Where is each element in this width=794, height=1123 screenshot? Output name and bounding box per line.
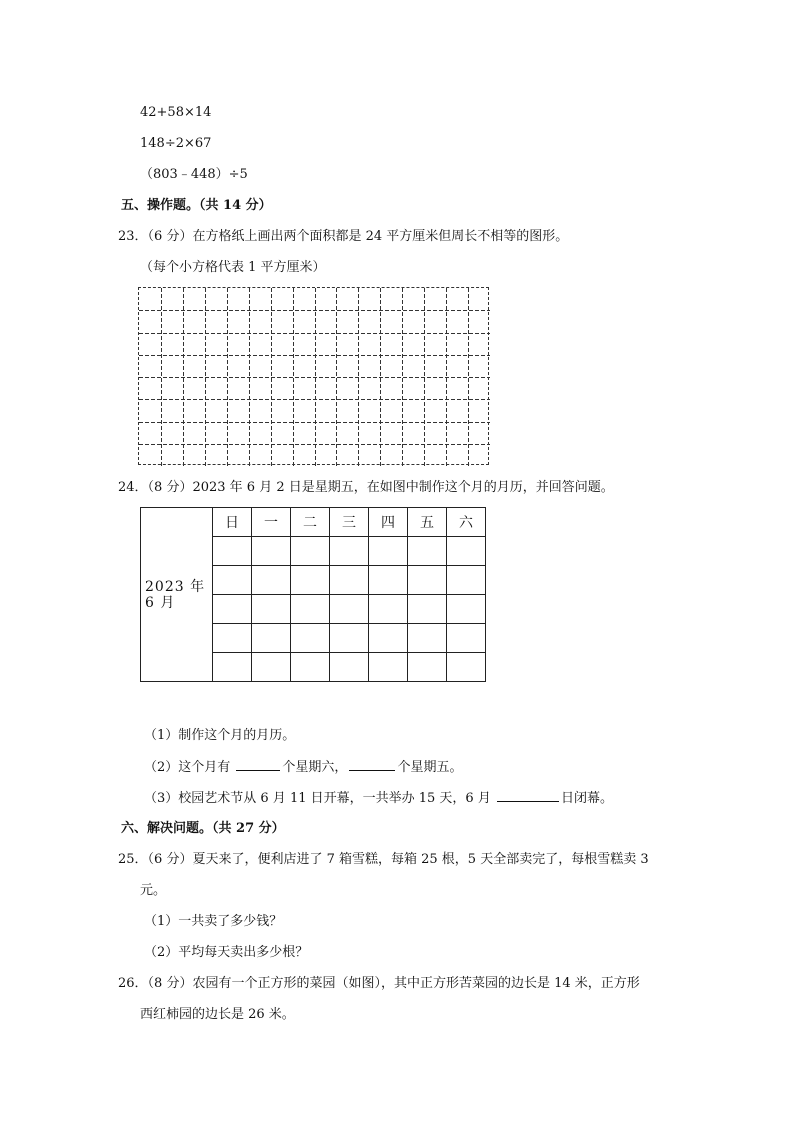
calendar-cell[interactable]: [408, 595, 447, 624]
question-25-text-line1: 25．（6 分）夏天来了，便利店进了 7 箱雪糕，每箱 25 根，5 天全部卖完了，每根雪糕卖 3: [118, 852, 649, 867]
question-25-text-line2: 元。: [140, 883, 167, 898]
section-5-title: 五、操作题。（共 14 分）: [121, 198, 272, 213]
grid-lines: [139, 288, 490, 466]
calendar-cell[interactable]: [213, 566, 252, 595]
question-26-text-line2: 西红柿园的边长是 26 米。: [140, 1007, 295, 1022]
calendar-cell[interactable]: [252, 595, 291, 624]
calendar-cell[interactable]: [291, 595, 330, 624]
calendar-cell[interactable]: [408, 537, 447, 566]
question-26-text-line1: 26．（8 分）农园有一个正方形的菜园（如图），其中正方形苦菜园的边长是 14 米，正方形: [118, 976, 640, 991]
calendar-month-label: [141, 508, 213, 682]
sub2-text-b: 个星期六，: [282, 760, 348, 775]
calendar-table: [140, 507, 486, 682]
closing-date-blank[interactable]: [497, 789, 559, 802]
calendar-cell[interactable]: [291, 653, 330, 682]
calendar-cell[interactable]: [252, 653, 291, 682]
question-24-sub2: [144, 758, 462, 777]
question-24-sub1: （1）制作这个月的月历。: [144, 728, 296, 743]
expression-3: （803﹣448）÷5: [140, 167, 248, 182]
sub3-text-a: （3）校园艺术节从 6 月 11 日开幕，一共举办 15 天，6 月: [144, 791, 491, 806]
calendar-cell[interactable]: [213, 537, 252, 566]
calendar-cell[interactable]: [408, 624, 447, 653]
question-23-note: （每个小方格代表 1 平方厘米）: [140, 260, 326, 275]
calendar-cell[interactable]: [252, 537, 291, 566]
calendar-month: 6 月: [145, 594, 176, 611]
calendar-cell[interactable]: [330, 624, 369, 653]
question-24-text: 24．（8 分）2023 年 6 月 2 日是星期五，在如图中制作这个月的月历，并回答问题。: [118, 480, 614, 495]
weekday-thu: 四: [369, 508, 408, 537]
question-25-sub1: （1）一共卖了多少钱？: [144, 914, 283, 929]
calendar-cell[interactable]: [252, 566, 291, 595]
calendar-cell[interactable]: [369, 653, 408, 682]
calendar-cell[interactable]: [447, 566, 486, 595]
calendar-cell[interactable]: [447, 653, 486, 682]
weekday-sun: 日: [213, 508, 252, 537]
question-25-sub2: （2）平均每天卖出多少根？: [144, 945, 309, 960]
calendar-cell[interactable]: [369, 537, 408, 566]
calendar-cell[interactable]: [330, 537, 369, 566]
calendar-cell[interactable]: [408, 566, 447, 595]
calendar-cell[interactable]: [330, 653, 369, 682]
weekday-tue: 二: [291, 508, 330, 537]
section-6-title: 六、解决问题。（共 27 分）: [121, 821, 285, 836]
calendar-cell[interactable]: [447, 624, 486, 653]
calendar-cell[interactable]: [291, 537, 330, 566]
calendar-cell[interactable]: [408, 653, 447, 682]
calendar-cell[interactable]: [252, 624, 291, 653]
calendar-cell[interactable]: [213, 595, 252, 624]
calendar-cell[interactable]: [213, 624, 252, 653]
weekday-fri: 五: [408, 508, 447, 537]
calendar-cell[interactable]: [291, 566, 330, 595]
expression-1: 42+58×14: [140, 105, 212, 120]
weekday-wed: 三: [330, 508, 369, 537]
question-23-text: 23．（6 分）在方格纸上画出两个面积都是 24 平方厘米但周长不相等的图形。: [118, 229, 569, 244]
sub2-text-a: （2）这个月有: [144, 760, 231, 775]
weekday-mon: 一: [252, 508, 291, 537]
question-24-sub3: [144, 789, 613, 808]
calendar-cell[interactable]: [369, 566, 408, 595]
calendar-cell[interactable]: [213, 653, 252, 682]
calendar-cell[interactable]: [330, 566, 369, 595]
calendar-cell[interactable]: [330, 595, 369, 624]
calendar-cell[interactable]: [369, 595, 408, 624]
calendar-cell[interactable]: [447, 537, 486, 566]
calendar-cell[interactable]: [291, 624, 330, 653]
saturday-count-blank[interactable]: [236, 758, 280, 771]
friday-count-blank[interactable]: [349, 758, 395, 771]
sub2-text-c: 个星期五。: [397, 760, 463, 775]
expression-2: 148÷2×67: [140, 136, 212, 151]
calendar-cell[interactable]: [447, 595, 486, 624]
weekday-sat: 六: [447, 508, 486, 537]
sub3-text-b: 日闭幕。: [560, 791, 613, 806]
calendar-year: 2023 年: [145, 578, 206, 595]
calendar-header-row: [141, 508, 486, 537]
calendar-cell[interactable]: [369, 624, 408, 653]
grid-paper[interactable]: [138, 287, 489, 465]
